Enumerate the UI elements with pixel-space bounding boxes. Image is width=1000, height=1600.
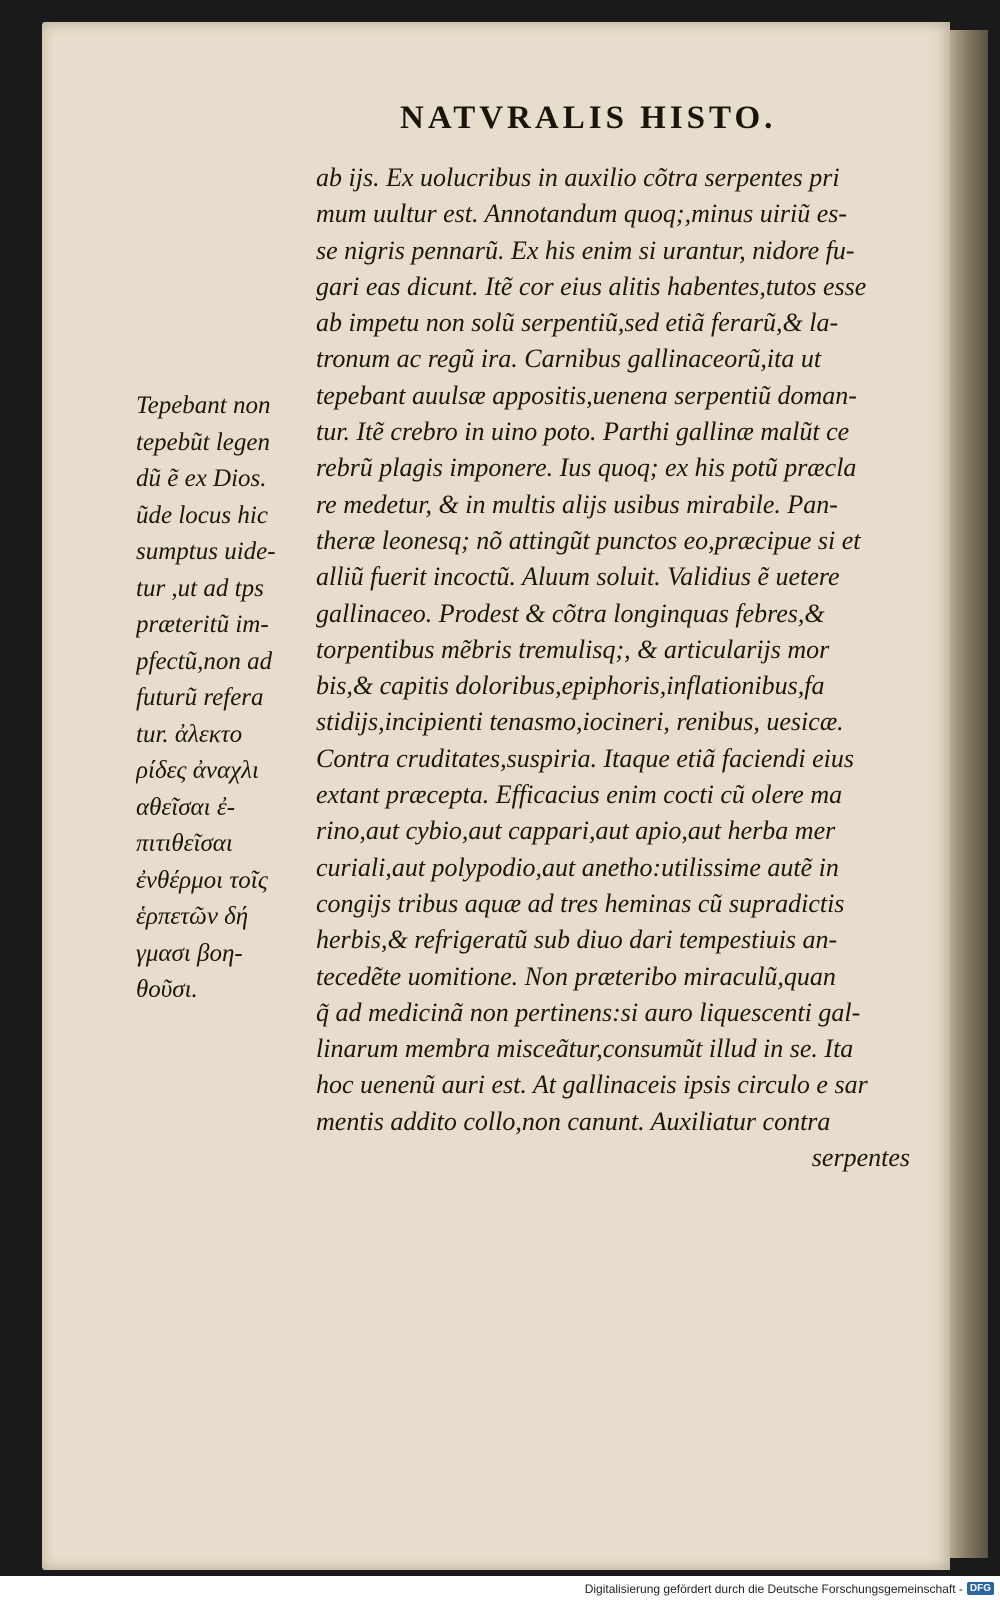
text-line: q̃ ad medicinã non pertinens:si auro liquescenti gal- bbox=[316, 997, 861, 1027]
text-line: rebrũ plagis imponere. Ius quoq; ex his potũ præcla bbox=[316, 453, 857, 483]
running-head: NATVRALIS HISTO. bbox=[400, 100, 777, 136]
text-line: tecedẽte uomitione. Non præteribo miraculũ,quan bbox=[316, 961, 836, 991]
margin-note-line: præteritũ im- bbox=[136, 611, 269, 638]
text-line: gallinaceo. Prodest & cõtra longinquas febres,& bbox=[316, 598, 825, 628]
text-line: extant præcepta. Efficacius enim cocti cũ olere ma bbox=[316, 780, 843, 810]
text-line: rino,aut cybio,aut cappari,aut apio,aut herba mer bbox=[316, 816, 836, 846]
main-text-block bbox=[316, 160, 926, 1176]
margin-note-line: πιτιθεῖσαι bbox=[136, 830, 233, 857]
text-line: se nigris pennarũ. Ex his enim si urantur, nidore fu- bbox=[316, 235, 855, 265]
margin-note-line: Tepebant non bbox=[136, 392, 271, 419]
text-line: linarum membra misceãtur,consumũt illud in se. Ita bbox=[316, 1034, 854, 1064]
text-line: bis,& capitis doloribus,epiphoris,inflationibus,fa bbox=[316, 671, 825, 701]
margin-note-line: dũ ẽ ex Dios. bbox=[136, 465, 267, 492]
margin-note-line: ἑρπετῶν δή bbox=[136, 903, 249, 930]
text-line: ab impetu non solũ serpentiũ,sed etiã ferarũ,& la- bbox=[316, 308, 839, 338]
margin-note-line: ũde locus hic bbox=[136, 501, 268, 529]
margin-note-line: tur ,ut ad tps bbox=[136, 574, 264, 602]
margin-note-line: futurũ refera bbox=[136, 684, 264, 711]
margin-note bbox=[136, 388, 308, 1009]
footer-text: Digitalisierung gefördert durch die Deutsche Forschungsgemeinschaft - bbox=[584, 1582, 963, 1596]
footer bbox=[0, 1578, 1000, 1600]
text-line: re medetur, & in multis alijs usibus mirabile. Pan- bbox=[316, 489, 838, 519]
text-line: stidijs,incipienti tenasmo,iocineri, renibus, uesicæ. bbox=[316, 707, 844, 737]
text-line: mum uultur est. Annotandum quoq;,minus uiriũ es- bbox=[316, 199, 848, 229]
text-line: curiali,aut polypodio,aut anetho:utilissime autẽ in bbox=[316, 852, 839, 882]
margin-note-line: sumptus uide- bbox=[136, 538, 276, 565]
text-line: Contra cruditates,suspiria. Itaque etiã faciendi eius bbox=[316, 743, 855, 773]
text-line: ab ijs. Ex uolucribus in auxilio cõtra serpentes pri bbox=[316, 163, 840, 192]
text-line: congijs tribus aquæ ad tres heminas cũ supradictis bbox=[316, 888, 845, 918]
dfg-logo: DFG bbox=[967, 1582, 994, 1595]
text-line: theræ leonesq; nõ attingũt punctos eo,præcipue si et bbox=[316, 525, 861, 555]
margin-note-line: αθεῖσαι ἐ- bbox=[136, 793, 236, 821]
text-line: mentis addito collo,non canunt. Auxiliatur contra bbox=[316, 1106, 831, 1136]
catchword: serpentes bbox=[811, 1143, 910, 1173]
margin-note-line: ρίδες ἀναχλι bbox=[136, 757, 259, 784]
page-edge bbox=[950, 30, 988, 1558]
text-line: tepebant auulsæ appositis,uenena serpentiũ doman- bbox=[316, 380, 857, 410]
margin-note-line: θοῦσι. bbox=[136, 976, 198, 1003]
margin-note-line: tur. ἀλεκτο bbox=[136, 720, 243, 748]
text-line: tur. Itẽ crebro in uino poto. Parthi gallinæ malũt ce bbox=[316, 417, 850, 447]
text-line: alliũ fuerit incoctũ. Aluum soluit. Validius ẽ uetere bbox=[316, 562, 840, 592]
margin-note-line: tepebũt legen bbox=[136, 428, 270, 456]
text-line: herbis,& refrigeratũ sub diuo dari tempestiuis an- bbox=[316, 925, 838, 955]
text-line: torpentibus mẽbris tremulisq;, & articularijs mor bbox=[316, 634, 830, 664]
text-line: tronum ac regũ ira. Carnibus gallinaceorũ,ita ut bbox=[316, 344, 822, 374]
text-line: gari eas dicunt. Itẽ cor eius alitis habentes,tutos esse bbox=[316, 271, 867, 301]
margin-note-line: γμασι βοη- bbox=[136, 939, 243, 967]
text-line: hoc uenenũ auri est. At gallinaceis ipsis circulo e sar bbox=[316, 1070, 868, 1100]
margin-note-line: pfectũ,non ad bbox=[136, 647, 273, 675]
margin-note-line: ἐνθέρμοι τοῖς bbox=[136, 866, 268, 894]
